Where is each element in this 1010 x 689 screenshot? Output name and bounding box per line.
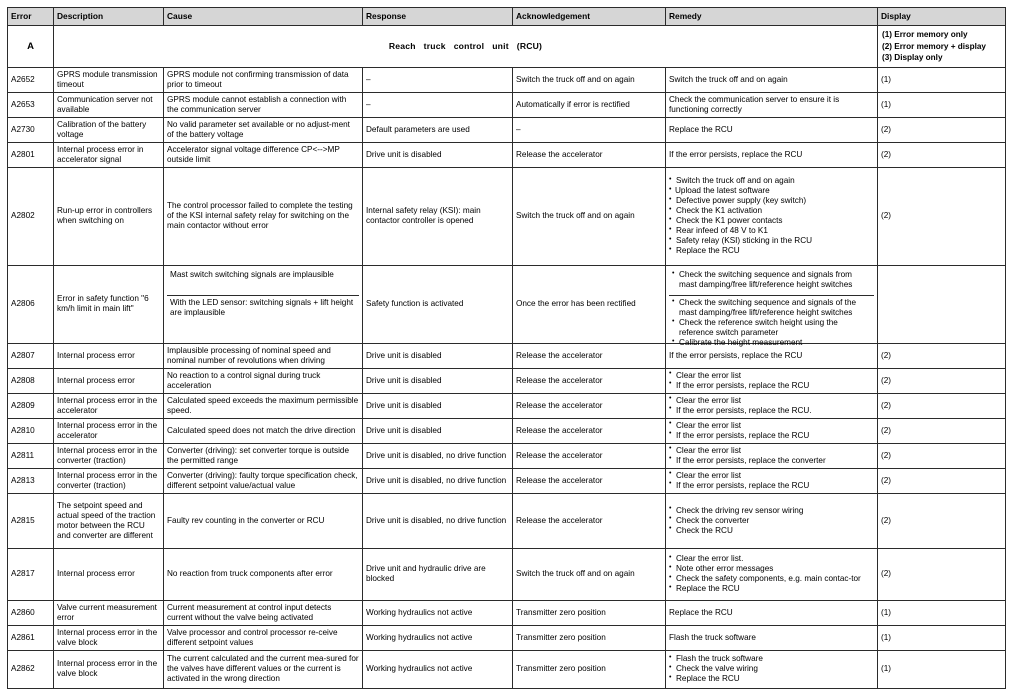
group-title-word-2: control [453,41,485,52]
error-display: (2) [878,443,1006,468]
remedy-bullet-list [672,298,871,348]
table-row [8,167,1006,265]
error-code: A2810 [8,418,54,443]
remedy-bullet: • Check the K1 power contacts [669,216,874,226]
error-response: Working hydraulics not active [363,600,513,625]
error-response: Drive unit is disabled, no drive function [363,493,513,548]
error-remedy [666,650,878,688]
remedy-bullet: • Replace the RCU [669,674,874,684]
remedy-bullet: • If the error persists, replace the RCU [669,431,874,441]
error-remedy [666,548,878,600]
error-description: Calibration of the battery voltage [54,117,164,142]
error-code: A2811 [8,443,54,468]
error-remedy: If the error persists, replace the RCU [666,343,878,368]
error-cause: No reaction to a control signal during truck acceleration [164,368,363,393]
error-display [878,265,1006,343]
error-description: Internal process error in the accelerator [54,393,164,418]
error-cause [164,265,363,343]
group-title-word-3: unit [492,41,509,52]
remedy-bullet: • Upload the latest software [669,186,874,196]
table-row [8,443,1006,468]
error-remedy: Flash the truck software [666,625,878,650]
error-cause: No valid parameter set available or no adjust-ment of the battery voltage [164,117,363,142]
error-remedy: Check the communication server to ensure it is functioning correctly [666,92,878,117]
error-code: A2730 [8,117,54,142]
error-display: (1) [878,600,1006,625]
error-description: Internal process error in the valve block [54,625,164,650]
table-row [8,393,1006,418]
error-response: Drive unit and hydraulic drive are blocked [363,548,513,600]
error-description: The setpoint speed and actual speed of the traction motor between the RCU and converter are different [54,493,164,548]
remedy-bullet: • Clear the error list [669,421,874,431]
column-header-acknowledgement: Acknowledgement [513,8,666,26]
table-row [8,265,1006,343]
table-row [8,650,1006,688]
error-acknowledgement: Switch the truck off and on again [513,167,666,265]
error-code: A2808 [8,368,54,393]
error-acknowledgement: Release the accelerator [513,393,666,418]
remedy-bullet: • Note other error messages [669,564,874,574]
error-remedy [666,493,878,548]
legend-line-1: (1) Error memory only [882,30,968,39]
remedy-bullet: • Check the K1 activation [669,206,874,216]
legend-line-2: (2) Error memory + display [882,41,986,51]
error-cause: Calculated speed exceeds the maximum permissible speed. [164,393,363,418]
error-code: A2653 [8,92,54,117]
error-cause: Implausible processing of nominal speed and nominal number of revolutions when driving [164,343,363,368]
error-cause: Accelerator signal voltage difference CP<-->MP outside limit [164,142,363,167]
table-row [8,493,1006,548]
remedy-bullet: • Clear the error list [669,371,874,381]
remedy-bullet: • If the error persists, replace the RCU [669,481,874,491]
error-response: Drive unit is disabled [363,142,513,167]
table-row [8,368,1006,393]
column-header-error: Error [8,8,54,26]
remedy-bullet-list [669,506,874,536]
error-response: Default parameters are used [363,117,513,142]
remedy-bullet: • Clear the error list [669,446,874,456]
table-row [8,600,1006,625]
error-cause: Converter (driving): set converter torque is outside the permitted range [164,443,363,468]
error-acknowledgement: Transmitter zero position [513,650,666,688]
error-cause: GPRS module cannot establish a connection with the communication server [164,92,363,117]
remedy-bullet: • If the error persists, replace the converter [669,456,874,466]
error-display: (1) [878,92,1006,117]
error-display: (2) [878,343,1006,368]
error-display: (1) [878,625,1006,650]
remedy-bullet-list [669,554,874,594]
table-row [8,117,1006,142]
remedy-bullet: • If the error persists, replace the RCU [669,381,874,391]
header-row [8,8,1006,26]
error-acknowledgement: Release the accelerator [513,343,666,368]
group-title-word-0: Reach [388,41,416,52]
remedy-bullet: • If the error persists, replace the RCU. [669,406,874,416]
remedy-bullet-list [669,176,874,256]
error-cause: Calculated speed does not match the drive direction [164,418,363,443]
error-remedy: If the error persists, replace the RCU [666,142,878,167]
error-description: Internal process error [54,368,164,393]
error-acknowledgement: Transmitter zero position [513,600,666,625]
error-remedy: Replace the RCU [666,117,878,142]
column-header-remedy: Remedy [666,8,878,26]
display-legend [878,26,1006,68]
error-remedy [666,418,878,443]
error-acknowledgement: Release the accelerator [513,468,666,493]
remedy-bullet: • Check the valve wiring [669,664,874,674]
table-row [8,142,1006,167]
error-response: Safety function is activated [363,265,513,343]
remedy-bullet-list [672,270,871,290]
error-response: – [363,67,513,92]
error-remedy [666,368,878,393]
error-display: (2) [878,117,1006,142]
error-response: Working hydraulics not active [363,650,513,688]
remedy-bullet: • Switch the truck off and on again [669,176,874,186]
error-code: A2817 [8,548,54,600]
remedy-bullet: • Rear infeed of 48 V to K1 [669,226,874,236]
remedy-bullet: • Clear the error list [669,396,874,406]
error-code: A2815 [8,493,54,548]
group-row-a [8,26,1006,68]
column-header-display: Display [878,8,1006,26]
table-row [8,625,1006,650]
error-acknowledgement: Transmitter zero position [513,625,666,650]
error-acknowledgement: Switch the truck off and on again [513,67,666,92]
table-body [8,26,1006,689]
error-acknowledgement: Once the error has been rectified [513,265,666,343]
error-description: Internal process error in the converter (traction) [54,443,164,468]
error-cause: Valve processor and control processor re-ceive different setpoint values [164,625,363,650]
error-cause: The current calculated and the current mea-sured for the valves have different values or the current is activated in the wrong direction [164,650,363,688]
error-cause: Faulty rev counting in the converter or RCU [164,493,363,548]
error-description: Internal process error in accelerator signal [54,142,164,167]
remedy-bullet-list [669,371,874,391]
table-row [8,67,1006,92]
error-display: (2) [878,368,1006,393]
remedy-bullet-list [669,471,874,491]
column-header-cause: Cause [164,8,363,26]
error-remedy: Switch the truck off and on again [666,67,878,92]
error-display: (1) [878,650,1006,688]
table-row [8,418,1006,443]
remedy-bullet: • Check the reference switch height using the reference switch parameter [672,318,871,338]
error-response: Drive unit is disabled, no drive function [363,468,513,493]
error-description: Internal process error in the converter (traction) [54,468,164,493]
error-display: (1) [878,67,1006,92]
error-code: A2860 [8,600,54,625]
error-description: Communication server not available [54,92,164,117]
error-remedy: Replace the RCU [666,600,878,625]
remedy-bullet-list [669,396,874,416]
cause-subrow: With the LED sensor: switching signals + lift height are implausible [170,298,354,318]
error-remedy [666,468,878,493]
group-title-word-4: (RCU) [516,41,543,52]
table-row [8,548,1006,600]
remedy-bullet: • Replace the RCU [669,246,874,256]
remedy-bullet: • Check the safety components, e.g. main contac-tor [669,574,874,584]
error-display: (2) [878,142,1006,167]
group-title [54,26,878,68]
error-display: (2) [878,393,1006,418]
error-remedy [666,393,878,418]
table-row [8,468,1006,493]
error-remedy [666,167,878,265]
error-cause: Current measurement at control input detects current without the valve being activated [164,600,363,625]
remedy-bullet: • Safety relay (KSI) sticking in the RCU [669,236,874,246]
error-display: (2) [878,548,1006,600]
remedy-bullet: • Replace the RCU [669,584,874,594]
remedy-bullet: • Check the driving rev sensor wiring [669,506,874,516]
cause-subrow: Mast switch switching signals are implausible [167,268,359,296]
error-acknowledgement: Release the accelerator [513,368,666,393]
error-remedy [666,265,878,348]
error-acknowledgement: Automatically if error is rectified [513,92,666,117]
error-response: Drive unit is disabled [363,393,513,418]
column-header-description: Description [54,8,164,26]
error-display: (2) [878,493,1006,548]
remedy-bullet: • Check the switching sequence and signals from mast damping/free lift/reference height switches [672,270,871,290]
error-cause: The control processor failed to complete the testing of the KSI internal safety relay for switching on the main contactor without error [164,167,363,265]
remedy-bullet: • Check the converter [669,516,874,526]
remedy-bullet-list [669,654,874,684]
error-description: GPRS module transmission timeout [54,67,164,92]
remedy-subrow [669,296,874,348]
error-response: Working hydraulics not active [363,625,513,650]
error-acknowledgement: Release the accelerator [513,493,666,548]
error-acknowledgement: – [513,117,666,142]
error-description: Error in safety function "6 km/h limit in main lift" [54,265,164,343]
table-row [8,92,1006,117]
error-code: A2801 [8,142,54,167]
remedy-bullet-list [669,446,874,466]
group-code: A [8,26,54,68]
error-description: Run-up error in controllers when switching on [54,167,164,265]
error-acknowledgement: Release the accelerator [513,418,666,443]
error-cause: GPRS module not confirming transmission of data prior to timeout [164,67,363,92]
error-code: A2806 [8,265,54,343]
error-display: (2) [878,418,1006,443]
error-acknowledgement: Switch the truck off and on again [513,548,666,600]
error-response: Drive unit is disabled, no drive function [363,443,513,468]
error-display: (2) [878,167,1006,265]
remedy-bullet: • Clear the error list. [669,554,874,564]
error-response: Drive unit is disabled [363,368,513,393]
error-code: A2802 [8,167,54,265]
error-display: (2) [878,468,1006,493]
table-header [8,8,1006,26]
remedy-bullet-list [669,421,874,441]
legend-line-3: (3) Display only [882,53,943,63]
error-description: Valve current measurement error [54,600,164,625]
remedy-subrow [669,268,874,296]
error-code: A2862 [8,650,54,688]
error-code: A2813 [8,468,54,493]
error-response: Drive unit is disabled [363,418,513,443]
error-code-table [7,7,1006,689]
error-code: A2652 [8,67,54,92]
error-response: Internal safety relay (KSI): main contactor controller is opened [363,167,513,265]
error-description: Internal process error in the accelerator [54,418,164,443]
error-remedy [666,443,878,468]
column-header-response: Response [363,8,513,26]
error-cause: No reaction from truck components after error [164,548,363,600]
error-code: A2809 [8,393,54,418]
error-code: A2807 [8,343,54,368]
error-response: Drive unit is disabled [363,343,513,368]
error-acknowledgement: Release the accelerator [513,142,666,167]
remedy-bullet: • Check the switching sequence and signals of the mast damping/free lift/reference height switches [672,298,871,318]
group-title-word-1: truck [423,41,446,52]
remedy-bullet: • Defective power supply (key switch) [669,196,874,206]
error-code: A2861 [8,625,54,650]
error-acknowledgement: Release the accelerator [513,443,666,468]
error-response: – [363,92,513,117]
remedy-bullet: • Calibrate the height measurement [672,338,871,348]
error-description: Internal process error in the valve block [54,650,164,688]
remedy-bullet: • Flash the truck software [669,654,874,664]
error-description: Internal process error [54,548,164,600]
remedy-bullet: • Clear the error list [669,471,874,481]
error-description: Internal process error [54,343,164,368]
error-cause: Converter (driving): faulty torque specification check, different setpoint value/actual value [164,468,363,493]
remedy-bullet: • Check the RCU [669,526,874,536]
